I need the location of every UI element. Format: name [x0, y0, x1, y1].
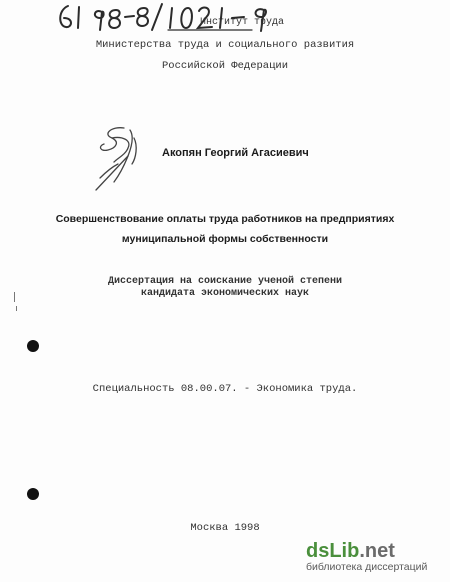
specialty-line: Специальность 08.00.07. - Экономика труда. [92, 383, 358, 395]
scan-speck [16, 306, 17, 311]
degree-line-1: Диссертация на соискание ученой степени [107, 276, 343, 287]
punch-hole-mark [27, 488, 39, 500]
city-year: Москва 1998 [190, 522, 260, 534]
degree-line-2: кандидата экономических наук [140, 288, 310, 299]
dslib-logo: dsLib.net [306, 540, 395, 562]
author-name: Акопян Георгий Агасиевич [162, 147, 309, 159]
handwritten-signature [88, 118, 148, 198]
punch-hole-mark [27, 340, 39, 352]
federation-line: Российской Федерации [161, 60, 289, 72]
dslib-subtitle: библиотека диссертаций [306, 561, 428, 573]
institute-line: Институт труда [200, 17, 285, 28]
ministry-line: Министерства труда и социального развития [95, 39, 355, 51]
dslib-watermark[interactable] [306, 540, 436, 574]
title-line-1: Совершенствование оплаты труда работников на предприятиях [55, 213, 395, 225]
title-line-2: муниципальной формы собственности [121, 233, 329, 245]
scan-speck [14, 292, 15, 302]
